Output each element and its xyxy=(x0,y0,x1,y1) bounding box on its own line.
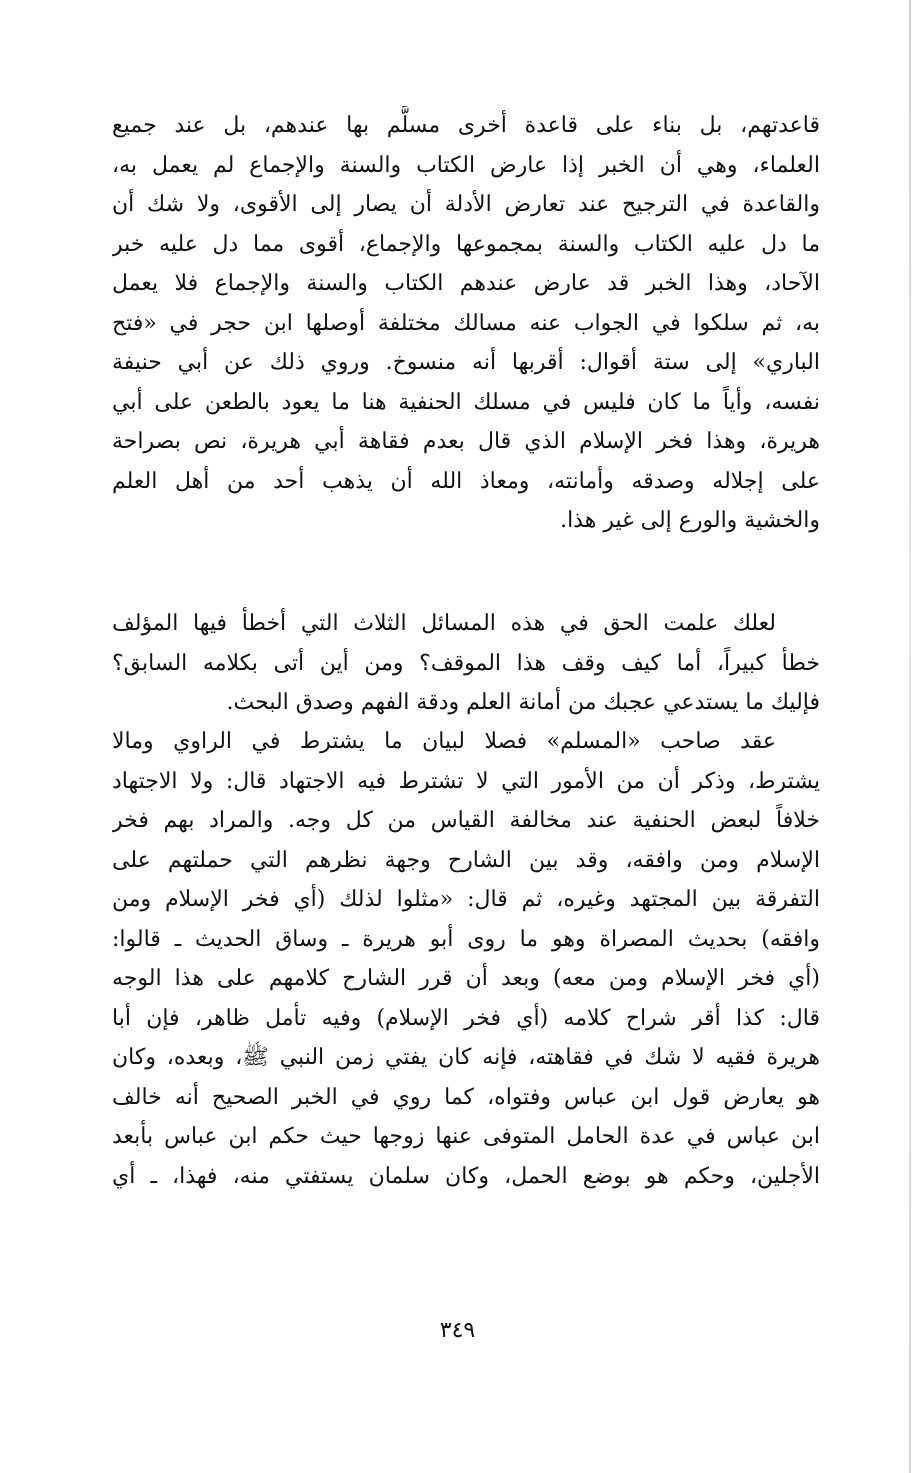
text-line: لعلك علمت الحق في هذه المسائل الثلاث التي أخطأ فيها المؤلف xyxy=(112,611,776,636)
text-line: هريرة، وهذا فخر الإسلام الذي قال بعدم فقاهة أبي هريرة، نص بصراحة xyxy=(112,429,820,454)
text-line: ابن عباس في عدة الحامل المتوفى عنها زوجها حيث حكم ابن عباس بأبعد xyxy=(112,1124,820,1149)
text-line: به، ثم سلكوا في الجواب عنه مسالك مختلفة أوصلها ابن حجر في «فتح xyxy=(112,310,820,336)
text-line: (أي فخر الإسلام ومن معه) وبعد أن قرر الشارح كلامهم على هذا الوجه xyxy=(112,966,820,991)
text-line: وافقه) بحديث المصراة وهو ما روى أبو هريرة ـ وساق الحديث ـ قالوا: xyxy=(112,926,820,952)
text-line: الإسلام ومن وافقه، وقد بين الشارح وجهة نظرهم التي حملتهم على xyxy=(112,847,820,873)
text-line: فإليك ما يستدعي عجبك من أمانة العلم ودقة الفهم وصدق البحث. xyxy=(226,690,820,715)
text-line: نفسه، وأياً ما كان فليس في مسلك الحنفية هنا ما يعود بالطعن على أبي xyxy=(112,389,820,415)
page-number: ٣٤٩ xyxy=(439,1318,476,1343)
paragraph-2 xyxy=(112,604,820,723)
text-line: التفرقة بين المجتهد وغيره، ثم قال: «مثلوا لذلك (أي فخر الإسلام ومن xyxy=(112,887,820,912)
text-line: قال: كذا أقر شراح كلامه (أي فخر الإسلام) وفيه تأمل ظاهر، فإن أبا xyxy=(112,1005,820,1031)
text-line: عقد صاحب «المسلم» فصلا لبيان ما يشترط في الراوي ومالا xyxy=(112,729,776,754)
text-line: قاعدتهم، بل بناء على قاعدة أخرى مسلَّم بها عندهم، بل عند جميع xyxy=(112,113,820,138)
text-line: الآحاد، وهذا الخبر قد عارض عندهم الكتاب والسنة والإجماع فلا يعمل xyxy=(112,271,820,296)
text-line: والخشية والورع إلى غير هذا. xyxy=(560,508,820,533)
text-line: الأجلين، وحكم هو بوضع الحمل، وكان سلمان يستفتي منه، فهذا، ـ أي xyxy=(112,1163,820,1189)
paragraph-1 xyxy=(112,106,820,541)
text-line: العلماء، وهي أن الخبر إذا عارض الكتاب والسنة والإجماع لم يعمل به، xyxy=(112,152,820,178)
text-line: والقاعدة في الترجيح عند تعارض الأدلة أن يصار إلى الأقوى، ولا شك أن xyxy=(112,192,820,217)
text-line: خلافاً لبعض الحنفية عند مخالفة القياس من كل وجه. والمراد بهم فخر xyxy=(112,808,820,833)
text-line: هريرة فقيه لا شك في فقاهته، فإنه كان يفتي زمن النبي ﷺ، وبعده، وكان xyxy=(112,1045,820,1070)
text-line: على إجلاله وصدقه وأمانته، ومعاذ الله أن يذهب أحد من أهل العلم xyxy=(112,468,820,494)
text-line: يشترط، وذكر أن من الأمور التي لا تشترط فيه الاجتهاد قال: ولا الاجتهاد xyxy=(112,768,820,794)
paragraph-3 xyxy=(112,722,820,1196)
text-line: الباري» إلى ستة أقوال: أقربها أنه منسوخ. وروي ذلك عن أبي حنيفة xyxy=(112,350,820,375)
scan-edge xyxy=(909,0,911,1473)
text-line: هو يعارض قول ابن عباس وفتواه، كما روي في الخبر الصحيح أنه خالف xyxy=(112,1084,820,1110)
text-line: خطأ كبيراً، أما كيف وقف هذا الموقف؟ ومن أين أتى بكلامه السابق؟ xyxy=(112,650,820,676)
text-line: ما دل عليه الكتاب والسنة بمجموعها والإجماع، أقوى مما دل عليه خبر xyxy=(112,231,820,257)
